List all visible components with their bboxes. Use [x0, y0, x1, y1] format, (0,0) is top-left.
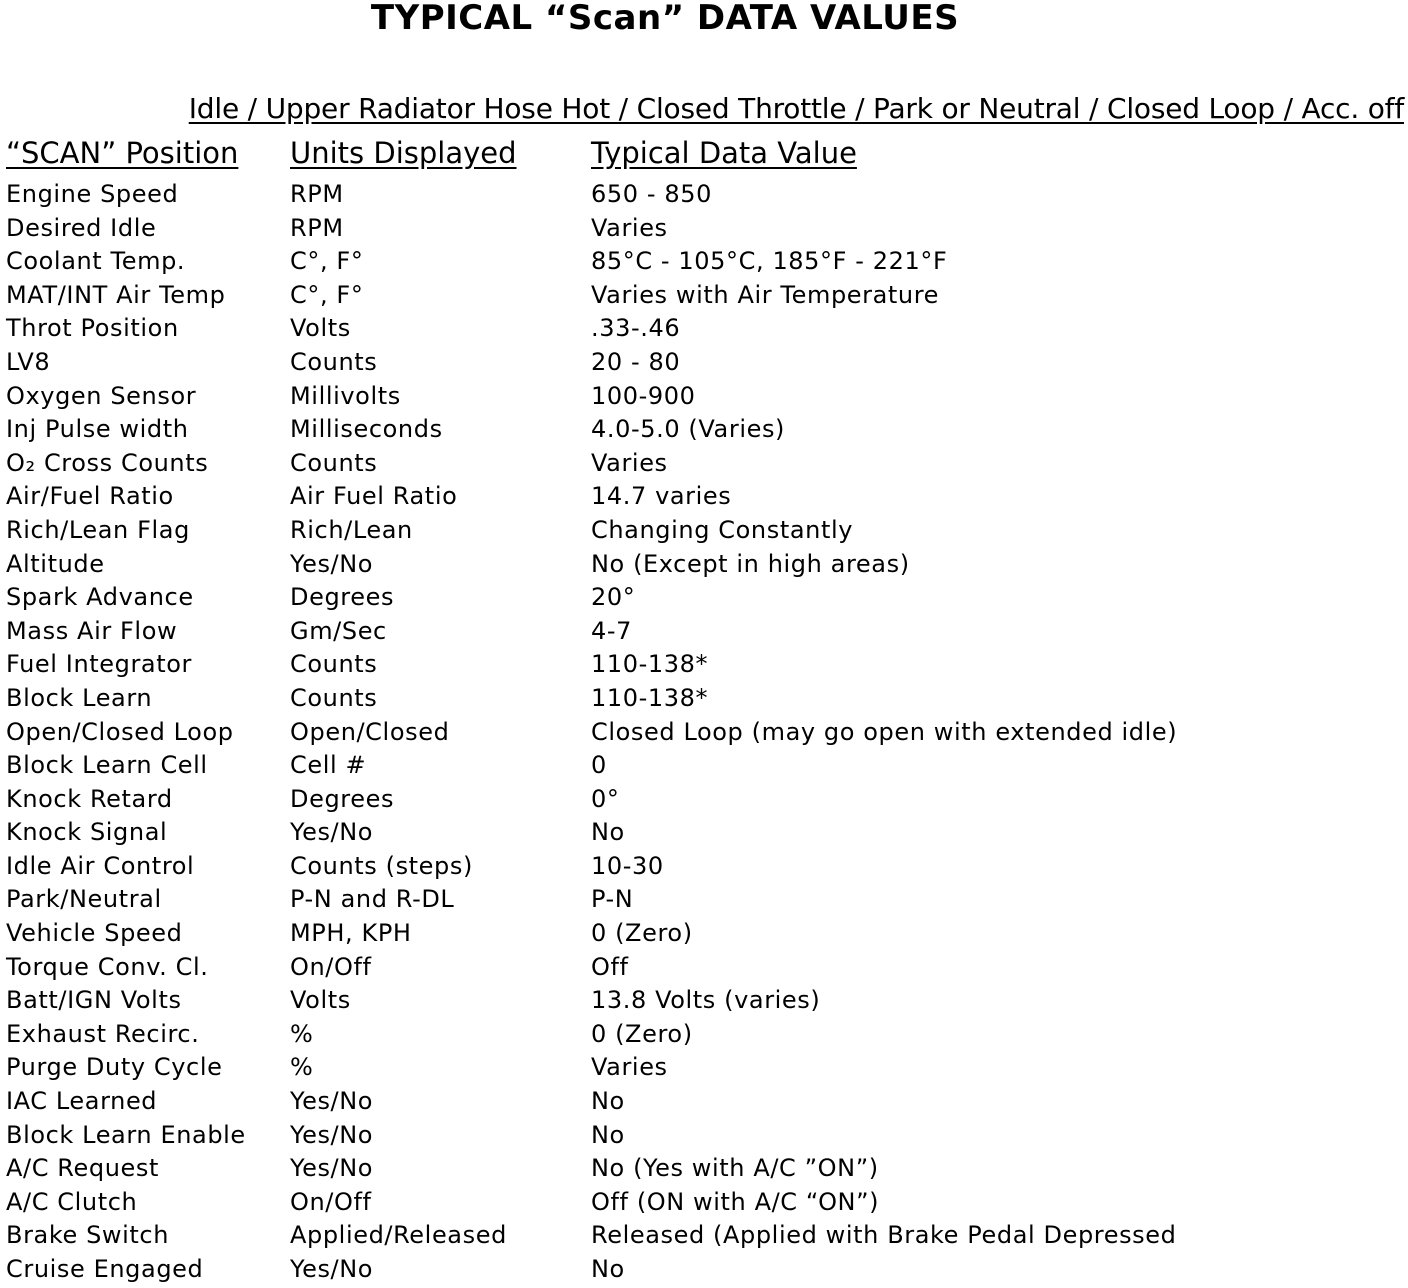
table-row — [0, 1119, 1408, 1153]
scan-position-cell: Block Learn Cell — [6, 751, 208, 780]
table-row — [0, 1085, 1408, 1119]
scan-position-cell: Engine Speed — [6, 180, 179, 208]
scan-position-cell: Park/Neutral — [6, 885, 162, 914]
table-row — [0, 984, 1408, 1018]
scan-position-cell: Purge Duty Cycle — [6, 1053, 223, 1082]
scan-position-cell: Open/Closed Loop — [6, 717, 234, 746]
typical-value-cell: No — [591, 1255, 625, 1283]
table-row — [0, 581, 1408, 615]
table-row — [0, 212, 1408, 246]
header-scan-position: “SCAN” Position — [6, 136, 239, 170]
scan-position-cell: Oxygen Sensor — [6, 381, 197, 410]
units-cell: Yes/No — [290, 1120, 374, 1149]
table-row — [0, 514, 1408, 548]
typical-value-cell: Closed Loop (may go open with extended idle) — [591, 717, 1178, 746]
table-row — [0, 648, 1408, 682]
table-row — [0, 682, 1408, 716]
units-cell: On/Off — [290, 1187, 372, 1216]
table-row — [0, 816, 1408, 850]
header-typical-data-value: Typical Data Value — [591, 136, 857, 170]
scan-position-cell: Idle Air Control — [6, 851, 195, 880]
units-cell: Rich/Lean — [290, 515, 413, 544]
scan-position-cell: Inj Pulse width — [6, 415, 189, 444]
page-title: TYPICAL “Scan” DATA VALUES — [370, 0, 960, 38]
table-row — [0, 346, 1408, 380]
units-cell: Open/Closed — [290, 717, 450, 746]
table-row — [0, 1253, 1408, 1287]
units-cell: Applied/Released — [290, 1221, 507, 1250]
typical-value-cell: 4.0-5.0 (Varies) — [591, 415, 786, 444]
units-cell: % — [290, 1053, 314, 1082]
typical-value-cell: 650 - 850 — [591, 180, 712, 208]
scan-position-cell: Coolant Temp. — [6, 247, 186, 276]
typical-value-cell: Varies — [591, 1053, 668, 1082]
typical-value-cell: Off — [591, 952, 629, 981]
table-row — [0, 716, 1408, 750]
scan-position-cell: Knock Retard — [6, 784, 173, 813]
scan-position-cell: O₂ Cross Counts — [6, 448, 209, 477]
scan-position-cell: Spark Advance — [6, 583, 194, 612]
scan-position-cell: A/C Request — [6, 1154, 159, 1183]
typical-value-cell: .33-.46 — [591, 314, 681, 343]
typical-value-cell: 20° — [591, 583, 636, 612]
scan-position-cell: IAC Learned — [6, 1087, 158, 1116]
units-cell: Yes/No — [290, 549, 374, 578]
scan-position-cell: Throt Position — [6, 314, 179, 343]
table-row — [0, 480, 1408, 514]
units-cell: Yes/No — [290, 1087, 374, 1116]
table-row — [0, 1018, 1408, 1052]
units-cell: Volts — [290, 314, 351, 343]
units-cell: Millivolts — [290, 381, 401, 410]
table-row — [0, 883, 1408, 917]
typical-value-cell: 110-138* — [591, 683, 709, 712]
units-cell: P-N and R-DL — [290, 885, 455, 914]
scan-position-cell: Altitude — [6, 549, 105, 578]
typical-value-cell: 13.8 Volts (varies) — [591, 986, 821, 1015]
data-table-body — [0, 178, 1408, 1287]
typical-value-cell: 14.7 varies — [591, 482, 732, 511]
typical-value-cell: Varies with Air Temperature — [591, 280, 940, 309]
table-row — [0, 917, 1408, 951]
table-row — [0, 279, 1408, 313]
scan-position-cell: Fuel Integrator — [6, 650, 192, 679]
units-cell: % — [290, 1019, 314, 1048]
units-cell: Counts — [290, 650, 378, 679]
table-row — [0, 548, 1408, 582]
scan-position-cell: Mass Air Flow — [6, 616, 178, 645]
table-row — [0, 1219, 1408, 1253]
typical-value-cell: 20 - 80 — [591, 347, 681, 376]
scan-position-cell: Air/Fuel Ratio — [6, 482, 174, 511]
units-cell: Yes/No — [290, 1154, 374, 1183]
header-units-displayed: Units Displayed — [290, 136, 517, 170]
units-cell: RPM — [290, 180, 344, 208]
units-cell: Gm/Sec — [290, 616, 387, 645]
units-cell: Degrees — [290, 583, 395, 612]
table-row — [0, 178, 1408, 212]
typical-value-cell: Off (ON with A/C “ON”) — [591, 1187, 880, 1216]
typical-value-cell: 100-900 — [591, 381, 696, 410]
units-cell: Milliseconds — [290, 415, 443, 444]
test-conditions: Idle / Upper Radiator Hose Hot / Closed Throttle / Park or Neutral / Closed Loop / Acc. off — [188, 92, 1404, 125]
units-cell: RPM — [290, 213, 344, 242]
scan-position-cell: Desired Idle — [6, 213, 157, 242]
scan-position-cell: Cruise Engaged — [6, 1255, 204, 1283]
scan-position-cell: MAT/INT Air Temp — [6, 280, 226, 309]
scan-position-cell: Torque Conv. Cl. — [6, 952, 209, 981]
units-cell: Counts — [290, 347, 378, 376]
typical-value-cell: 0 — [591, 751, 607, 780]
table-row — [0, 783, 1408, 817]
units-cell: Yes/No — [290, 818, 374, 847]
units-cell: Counts — [290, 448, 378, 477]
typical-value-cell: 85°C - 105°C, 185°F - 221°F — [591, 247, 948, 276]
units-cell: Degrees — [290, 784, 395, 813]
typical-value-cell: Released (Applied with Brake Pedal Depressed — [591, 1221, 1177, 1250]
typical-value-cell: Varies — [591, 448, 668, 477]
table-row — [0, 380, 1408, 414]
units-cell: C°, F° — [290, 280, 364, 309]
scan-position-cell: LV8 — [6, 347, 51, 376]
typical-value-cell: 10-30 — [591, 851, 664, 880]
units-cell: MPH, KPH — [290, 919, 412, 948]
typical-value-cell: No (Yes with A/C ”ON”) — [591, 1154, 879, 1183]
units-cell: Air Fuel Ratio — [290, 482, 458, 511]
scan-position-cell: Block Learn Enable — [6, 1120, 246, 1149]
scan-position-cell: Vehicle Speed — [6, 919, 183, 948]
scan-position-cell: Knock Signal — [6, 818, 168, 847]
units-cell: Counts — [290, 683, 378, 712]
units-cell: Counts (steps) — [290, 851, 473, 880]
scan-position-cell: Batt/IGN Volts — [6, 986, 182, 1015]
typical-value-cell: 4-7 — [591, 616, 632, 645]
table-row — [0, 447, 1408, 481]
table-row — [0, 1186, 1408, 1220]
units-cell: Yes/No — [290, 1255, 374, 1283]
scan-position-cell: A/C Clutch — [6, 1187, 138, 1216]
table-row — [0, 951, 1408, 985]
typical-value-cell: No (Except in high areas) — [591, 549, 910, 578]
units-cell: On/Off — [290, 952, 372, 981]
table-row — [0, 312, 1408, 346]
typical-value-cell: P-N — [591, 885, 634, 914]
typical-value-cell: 0 (Zero) — [591, 1019, 693, 1048]
table-row — [0, 850, 1408, 884]
table-row — [0, 245, 1408, 279]
table-header — [0, 136, 1408, 176]
typical-value-cell: Changing Constantly — [591, 515, 854, 544]
units-cell: Volts — [290, 986, 351, 1015]
scan-position-cell: Rich/Lean Flag — [6, 515, 190, 544]
typical-value-cell: No — [591, 1120, 625, 1149]
scan-position-cell: Exhaust Recirc. — [6, 1019, 200, 1048]
typical-value-cell: No — [591, 818, 625, 847]
table-row — [0, 413, 1408, 447]
scan-position-cell: Brake Switch — [6, 1221, 170, 1250]
table-row — [0, 749, 1408, 783]
table-row — [0, 1051, 1408, 1085]
typical-value-cell: No — [591, 1087, 625, 1116]
table-row — [0, 1152, 1408, 1186]
typical-value-cell: 0 (Zero) — [591, 919, 693, 948]
typical-value-cell: 0° — [591, 784, 620, 813]
scan-position-cell: Block Learn — [6, 683, 153, 712]
typical-value-cell: Varies — [591, 213, 668, 242]
typical-value-cell: 110-138* — [591, 650, 709, 679]
units-cell: Cell # — [290, 751, 367, 780]
units-cell: C°, F° — [290, 247, 364, 276]
table-row — [0, 615, 1408, 649]
